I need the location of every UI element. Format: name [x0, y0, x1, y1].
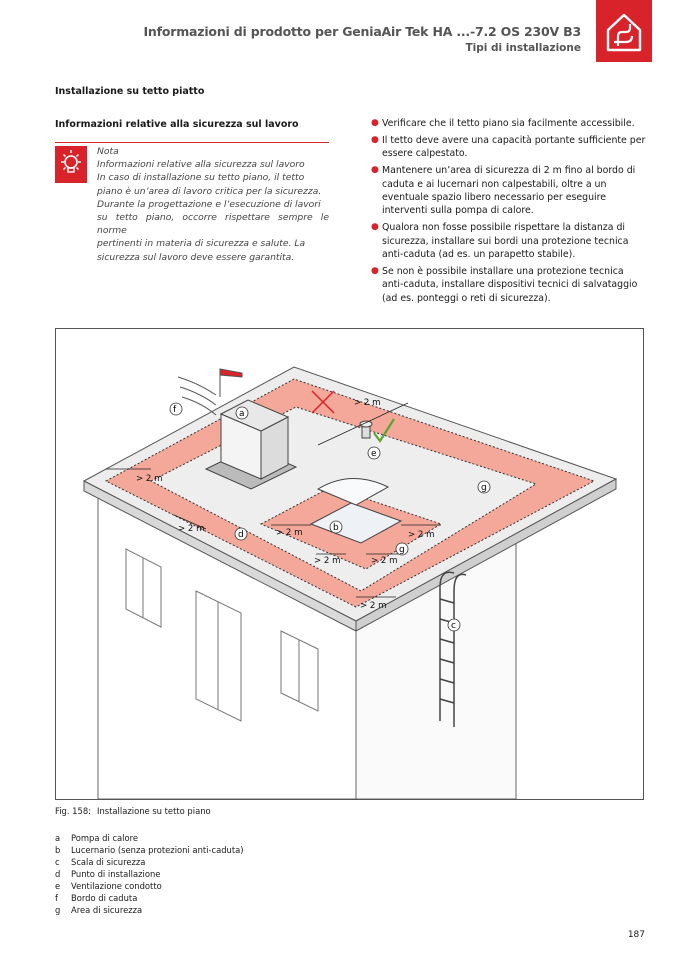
dimension-label: > 2 m [276, 528, 303, 538]
dimension-label: > 2 m [408, 530, 435, 540]
legend-item: f Bordo di caduta [55, 893, 138, 903]
safety-bullet-list [371, 117, 647, 309]
legend-item: b Lucernario (senza protezioni anti-caduta) [55, 845, 244, 855]
callout-a [236, 407, 248, 419]
bullet-text: Verificare che il tetto piano sia facilmente accessibile. [382, 118, 635, 129]
house-heat-pump-icon [596, 0, 652, 62]
airflow-arrows [178, 377, 216, 415]
bullet-item: ● Verificare che il tetto piano sia facilmente accessibile. [371, 118, 635, 129]
dimension-label: > 2 m [314, 556, 341, 566]
divider [55, 142, 329, 143]
callout-c [448, 619, 460, 631]
legend-item: c Scala di sicurezza [55, 857, 146, 867]
lightbulb-icon [55, 146, 87, 183]
subsection-title: Informazioni relative alla sicurezza sul lavoro [55, 119, 299, 130]
note-heading: Informazioni relative alla sicurezza sul lavoro [97, 159, 305, 171]
callout-d [235, 528, 247, 540]
figure-caption-text: Installazione su tetto piano [97, 806, 211, 816]
flat-roof-illustration [55, 328, 644, 800]
figure-caption [55, 806, 211, 816]
bullet-text: Mantenere un’area di sicurezza di 2 m fino al bordo di caduta e ai lucernari non calpestabili, oltre a un eventuale spazio libero necessario per eseguire interventi sulla pompa di calore. [382, 165, 636, 217]
legend-item: g Area di sicurezza [55, 905, 143, 915]
dimension-label: > 2 m [360, 601, 387, 611]
document-title: Informazioni di prodotto per GeniaAir Tek HA ...-7.2 OS 230V B3 [143, 24, 581, 39]
vent-pipe [360, 421, 372, 438]
note-line: In caso di installazione su tetto piano, il tetto [97, 172, 305, 184]
svg-text:a: a [239, 409, 245, 419]
callout-g [478, 481, 490, 493]
note-line: piano è un’area di lavoro critica per la sicurezza. [97, 185, 322, 197]
callout-e [368, 447, 380, 459]
bullet-text: Qualora non fosse possibile rispettare la distanza di sicurezza, installare sui bordi una protezione tecnica anti-caduta (ad es. un parapetto stabile). [382, 222, 629, 261]
section-title: Installazione su tetto piatto [55, 86, 205, 97]
svg-text:b: b [333, 523, 339, 533]
legend-item: e Ventilazione condotto [55, 881, 162, 891]
note-line: su tetto piano, occorre rispettare sempre le norme [97, 212, 329, 237]
dimension-label: > 2 m [354, 398, 381, 408]
svg-text:f: f [173, 405, 177, 415]
flat-roof-diagram [56, 329, 643, 799]
dimension-label: > 2 m [371, 556, 398, 566]
figure-number: Fig. 158: [55, 806, 91, 816]
callout-f [170, 403, 182, 415]
bullet-text: Il tetto deve avere una capacità portante sufficiente per essere calpestato. [382, 134, 646, 160]
svg-text:c: c [451, 621, 456, 631]
note-label: Nota [97, 146, 119, 157]
note-line: Durante la progettazione e l’esecuzione di lavori [97, 198, 321, 210]
bullet-item: ● Se non è possibile installare una protezione tecnica anti-caduta, installare dispositivi tecnici di salvataggio (ad es. ponteggi o reti di sicurezza). [371, 266, 638, 304]
windsock [220, 369, 242, 397]
bullet-item: ● Il tetto deve avere una capacità portante sufficiente per essere calpestato. [371, 134, 646, 160]
dimension-label: > 2 m [136, 474, 163, 484]
dimension-label: > 2 m [178, 524, 205, 534]
svg-text:g: g [399, 545, 405, 555]
callout-g [396, 543, 408, 555]
chapter-subtitle: Tipi di installazione [465, 42, 581, 54]
svg-text:e: e [371, 449, 377, 459]
figure-legend [55, 832, 244, 916]
note-line: pertinenti in materia di sicurezza e salute. La [97, 238, 306, 250]
note-line: sicurezza sul lavoro deve essere garantita. [97, 251, 295, 263]
safety-note [97, 145, 329, 264]
svg-text:g: g [481, 483, 487, 493]
page-number: 187 [627, 930, 645, 940]
bullet-item: ● Qualora non fosse possibile rispettare la distanza di sicurezza, installare sui bordi una protezione tecnica anti-caduta (ad es. un parapetto stabile). [371, 222, 629, 261]
bullet-text: Se non è possibile installare una protezione tecnica anti-caduta, installare dispositivi tecnici di salvataggio (ad es. ponteggi o reti di sicurezza). [382, 266, 638, 304]
callout-b [330, 521, 342, 533]
bullet-item: ● Mantenere un’area di sicurezza di 2 m fino al bordo di caduta e ai lucernari non calpestabili, oltre a un eventuale spazio libero necessario per eseguire interventi sulla pompa di calore. [371, 165, 636, 217]
legend-item: d Punto di installazione [55, 869, 161, 879]
svg-text:d: d [238, 530, 244, 540]
legend-item: a Pompa di calore [55, 833, 139, 843]
